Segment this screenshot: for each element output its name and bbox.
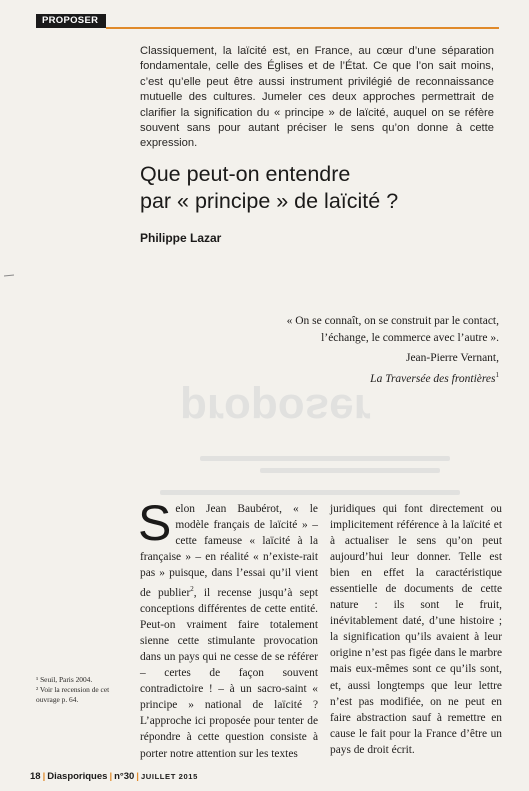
epigraph-attribution [199,350,499,388]
epigraph-quote [199,313,499,347]
body-note-ref: 2 [190,585,194,594]
footnote-1: ¹ Seuil, Paris 2004. [36,675,93,684]
author-name: Philippe Lazar [140,231,222,245]
footnote-2: ² Voir la recension de cet ouvrage p. 64. [36,685,110,704]
footer-separator: | [109,771,113,782]
page-footer [30,771,198,782]
body-left-text-1: elon Jean Baubérot, « le modèle français de laïcité » – cette fameuse « laïcité à la française » – en réalité « n’existe-rait pas » puisque, dans l’essai qu’il vient de publier [140,503,318,600]
body-column-left [138,495,318,762]
page-number: 18 [30,771,41,782]
drop-cap: S [138,495,172,551]
show-through-word: proposer [180,385,371,434]
footer-separator: | [42,771,46,782]
issue-number: n°30 [114,771,135,782]
epigraph-source: La Traversée des frontières [370,372,496,385]
article-title [140,161,500,215]
intro-paragraph: Classiquement, la laïcité est, en France, au cœur d’une séparation fondamentale, celle des Églises et de l’État. Ce que l’on sait moins, c’est qu’elle peut être aussi instrument privilégié de reconnaissance mutuelle des cultures. Jumeler ces deux approches permettrait de clarifier la signification du « principe » de laïcité, auquel on se réfère souvent sans pour autant préciser le sens qu’on donne à cette expression. [140,45,494,150]
header-rule [106,27,499,29]
body-left-text-2: , il recense jusqu’à sept conceptions différentes de cette entité. Peut-on vraiment faire totalement sienne cette stimulante provocation dans un pays qui ne cesse de se référer – certes de façon souvent contradictoire ! – à un sacro-saint « principe » national de laïcité ? L’approche ici proposée pour tenter de répondre à cette question consiste à porter notre attention sur les textes [140,587,318,760]
body-paragraph-right: juridiques qui font directement ou implicitement référence à la laïcité et à actualiser le sens qu’on peut aujourd’hui leur donner. Telle est bien en effet la caractéristique essentielle de documents de cette nature : ils sont le fruit, inévitablement daté, d’une histoire ; la signification qu’ils avaient à leur origine n’est pas figée dans le marbre mais eux-mêmes sont ce qu’ils sont, et, aussi longtemps que leur lettre n’est pas modifiée, on ne peut en faire abstraction sauf à remettre en cause le fait pour la France d’être un pays de droit écrit. [330,503,502,756]
epigraph-line-2: l’échange, le commerce avec l’autre ». [321,332,499,344]
body-column-right [330,501,502,758]
magazine-name: Diasporiques [47,771,108,782]
epigraph-line-1: « On se connaît, on se construit par le contact, [286,315,499,327]
show-through-line [200,456,450,461]
title-line-2: par « principe » de laïcité ? [140,189,399,213]
intro-block [140,44,494,152]
epigraph-note-ref: 1 [495,371,499,379]
footer-separator: | [136,771,139,782]
issue-date: JUILLET 2015 [140,772,198,781]
show-through-line [260,468,440,473]
title-line-1: Que peut-on entendre [140,162,351,186]
show-through-line [160,490,460,495]
page-edge-mark [4,265,14,269]
epigraph-author: Jean-Pierre Vernant, [405,352,499,364]
body-paragraph-left [138,495,318,762]
footnotes [36,675,121,705]
section-label: PROPOSER [36,14,106,28]
show-through-text [140,384,500,504]
